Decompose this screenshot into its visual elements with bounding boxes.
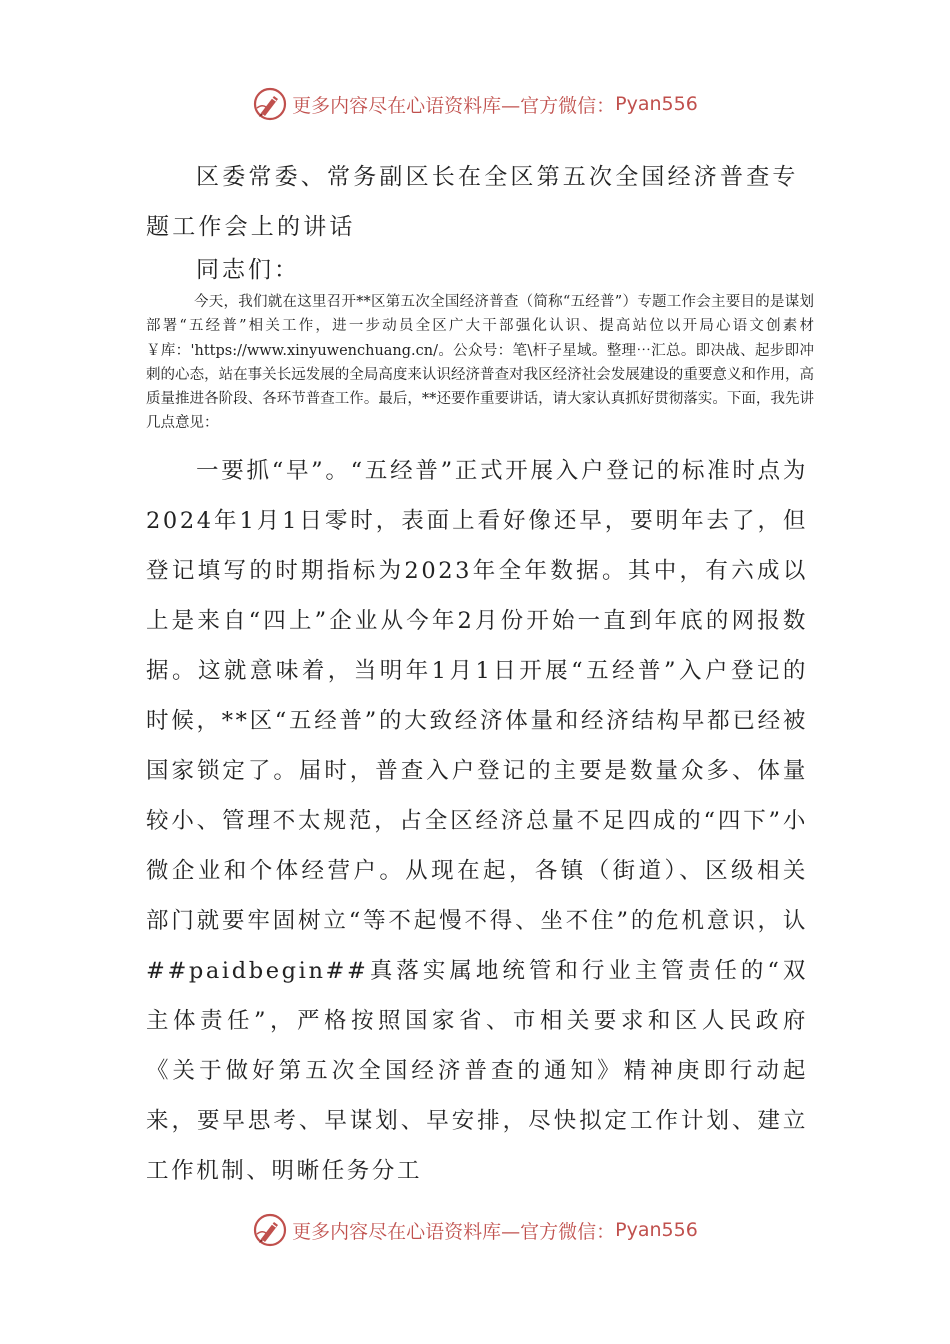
banner-text: 更多内容尽在心语资料库—官方微信： [292, 94, 616, 117]
body-paragraph: 一要抓“早”。“五经普”正式开展入户登记的标准时点为2024年1月1日零时，表面上看好像还早，要明年去了，但登记填写的时期指标为2023年全年数据。其中，有六成以上是来自“四上”企业从今年2月份开始一直到年底的网报数据。这就意味着，当明年1月1日开展“五经普”入户登记的时候，**区“五经普”的大致经济体量和经济结构早都已经被国家锁定了。届时，普查入户登记的主要是数量众多、体量较小、管理不太规范，占全区经济总量不足四成的“四下”小微企业和个体经营户。从现在起，各镇（街道）、区级相关部门就要牢固树立“等不起慢不得、坐不住”的危机意识，认##paidbegin##真落实属地统管和行业主管责任的“双主体责任”，严格按照国家省、市相关要求和区人民政府《关于做好第五次全国经济普查的通知》精神庚即行动起来，要早思考、早谋划、早安排，尽快拟定工作计划、建立工作机制、明晰任务分工 [146, 458, 808, 1184]
footer-banner [0, 1210, 950, 1250]
banner-wechat-id: Pyan556 [615, 1219, 698, 1241]
pen-logo-icon [252, 86, 288, 122]
banner-text: 更多内容尽在心语资料库—官方微信： [292, 1220, 616, 1243]
greeting: 同志们： [196, 257, 300, 283]
document-title: 区委常委、常务副区长在全区第五次全国经济普查专题工作会上的讲话 [146, 164, 799, 240]
banner-wechat-id: Pyan556 [615, 93, 698, 115]
header-banner [0, 84, 950, 124]
pen-logo-icon [252, 1212, 288, 1248]
intro-paragraph: 今天，我们就在这里召开**区第五次全国经济普查（简称“五经普”）专题工作会主要目的是谋划部署“五经普”相关工作，进一步动员全区广大干部强化认识、提高站位以开局心语文创素材￥库：'https://www.xinyuwenchuang.cn/。公众号：笔\杆子星域。整理⋯汇总。即决战、起步即冲刺的心态，站在事关长远发展的全局高度来认识经济普查对我区经济社会发展建设的重要意义和作用，高质量推进各阶段、各环节普查工作。最后，**还要作重要讲话，请大家认真抓好贯彻落实。下面，我先讲几点意见： [146, 294, 814, 432]
